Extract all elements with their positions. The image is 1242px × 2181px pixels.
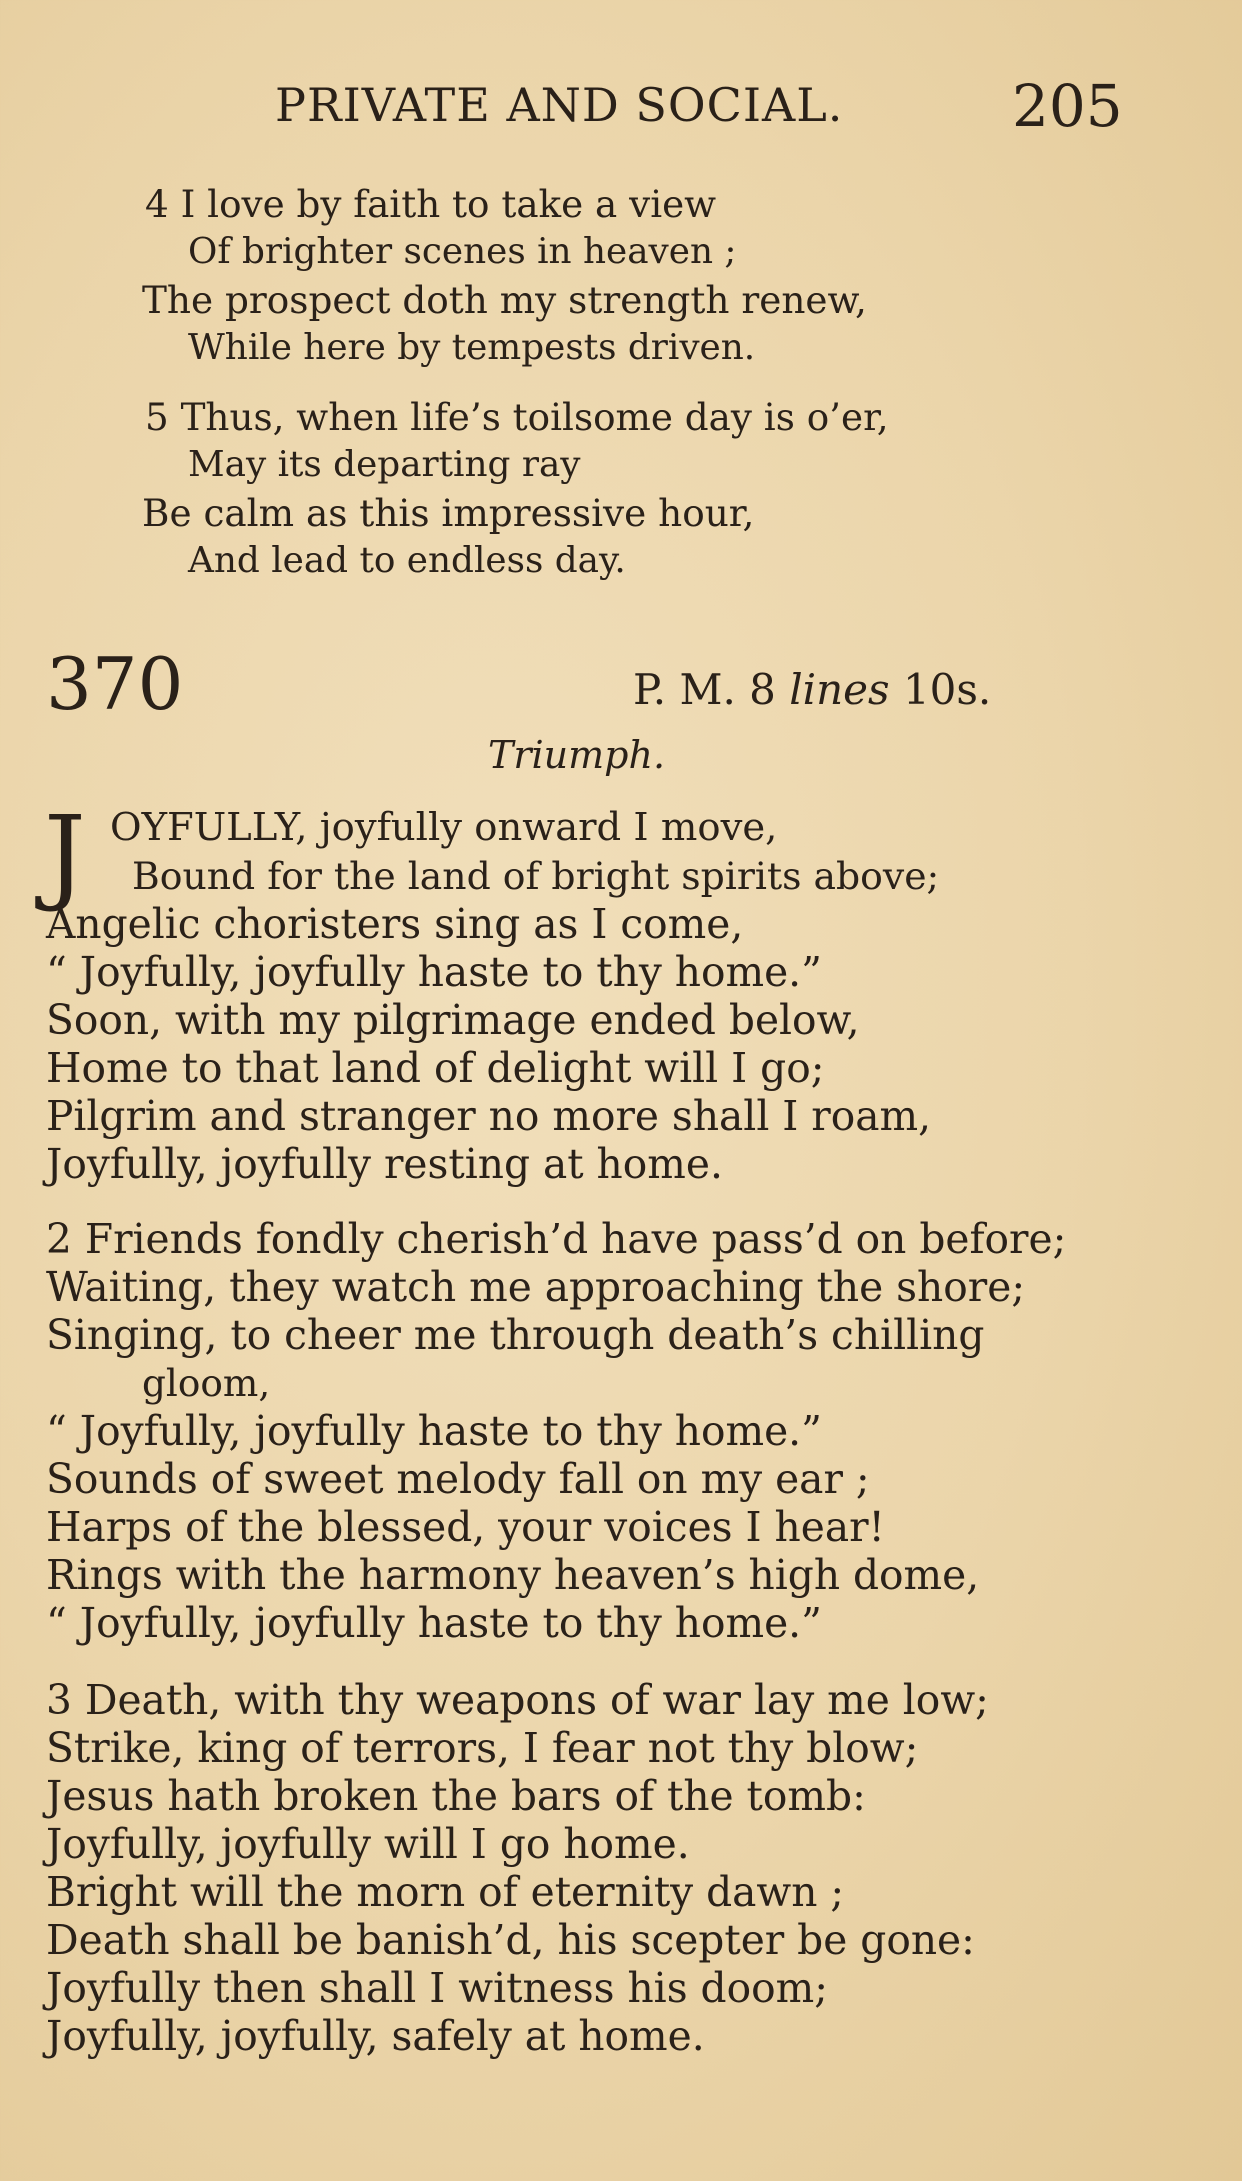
verse-line: 5 Thus, when life’s toilsome day is o’er,: [145, 395, 889, 439]
stanza-3: [0, 1676, 1242, 2060]
tune-name: Triumph.: [488, 733, 666, 777]
verse-line: “ Joyfully, joyfully haste to thy home.”: [46, 948, 822, 996]
verse-line: “ Joyfully, joyfully haste to thy home.”: [46, 1407, 822, 1455]
hymn-number: 370: [46, 642, 184, 726]
verse-line: While here by tempests driven.: [188, 327, 756, 368]
meter-prefix: P. M. 8: [633, 665, 776, 714]
verse-line: Strike, king of terrors, I fear not thy blow;: [46, 1724, 919, 1772]
verse-line: Rings with the harmony heaven’s high dome,: [46, 1551, 980, 1599]
verse-line: “ Joyfully, joyfully haste to thy home.”: [46, 1599, 822, 1647]
verse-line: Waiting, they watch me approaching the shore;: [46, 1263, 1026, 1311]
verse-line: Singing, to cheer me through death’s chilling: [46, 1311, 985, 1359]
verse-line: Joyfully, joyfully, safely at home.: [46, 2012, 705, 2060]
stanza-5: [0, 393, 1242, 585]
meter-italic: lines: [789, 665, 890, 714]
stanza-1: [0, 793, 1242, 1188]
verse-line: Harps of the blessed, your voices I hear!: [46, 1503, 885, 1551]
running-head: PRIVATE AND SOCIAL.: [275, 78, 844, 132]
verse-line: Bright will the morn of eternity dawn ;: [46, 1868, 845, 1916]
verse-line: 4 I love by faith to take a view: [145, 182, 717, 226]
verse-line: Joyfully, joyfully resting at home.: [46, 1140, 723, 1188]
verse-line: Angelic choristers sing as I come,: [46, 900, 744, 948]
stanza-2: [0, 1215, 1242, 1647]
verse-line: Pilgrim and stranger no more shall I roam,: [46, 1092, 932, 1140]
verse-line: Bound for the land of bright spirits above;: [132, 854, 940, 898]
stanza-4: [0, 180, 1242, 372]
verse-line: Sounds of sweet melody fall on my ear ;: [46, 1455, 870, 1503]
verse-line: Death shall be banish’d, his scepter be gone:: [46, 1916, 975, 1964]
drop-cap: J: [44, 793, 86, 915]
verse-line: And lead to endless day.: [188, 540, 626, 581]
verse-line: Joyfully then shall I witness his doom;: [46, 1964, 828, 2012]
verse-line: OYFULLY, joyfully onward I move,: [110, 805, 778, 850]
verse-line: Jesus hath broken the bars of the tomb:: [46, 1772, 866, 1820]
meter: [633, 665, 991, 714]
verse-line: Be calm as this impressive hour,: [142, 491, 755, 535]
verse-line: Home to that land of delight will I go;: [46, 1044, 825, 1092]
page-number: 205: [1012, 72, 1123, 140]
verse-line: Soon, with my pilgrimage ended below,: [46, 996, 860, 1044]
verse-line: May its departing ray: [188, 444, 581, 485]
verse-line: Of brighter scenes in heaven ;: [188, 231, 737, 272]
verse-line: Joyfully, joyfully will I go home.: [46, 1820, 690, 1868]
verse-line: gloom,: [142, 1361, 271, 1405]
verse-line: The prospect doth my strength renew,: [142, 278, 867, 322]
verse-line: 2 Friends fondly cherish’d have pass’d on before;: [46, 1215, 1067, 1263]
verse-line: 3 Death, with thy weapons of war lay me low;: [46, 1676, 989, 1724]
meter-suffix: 10s.: [902, 665, 992, 714]
